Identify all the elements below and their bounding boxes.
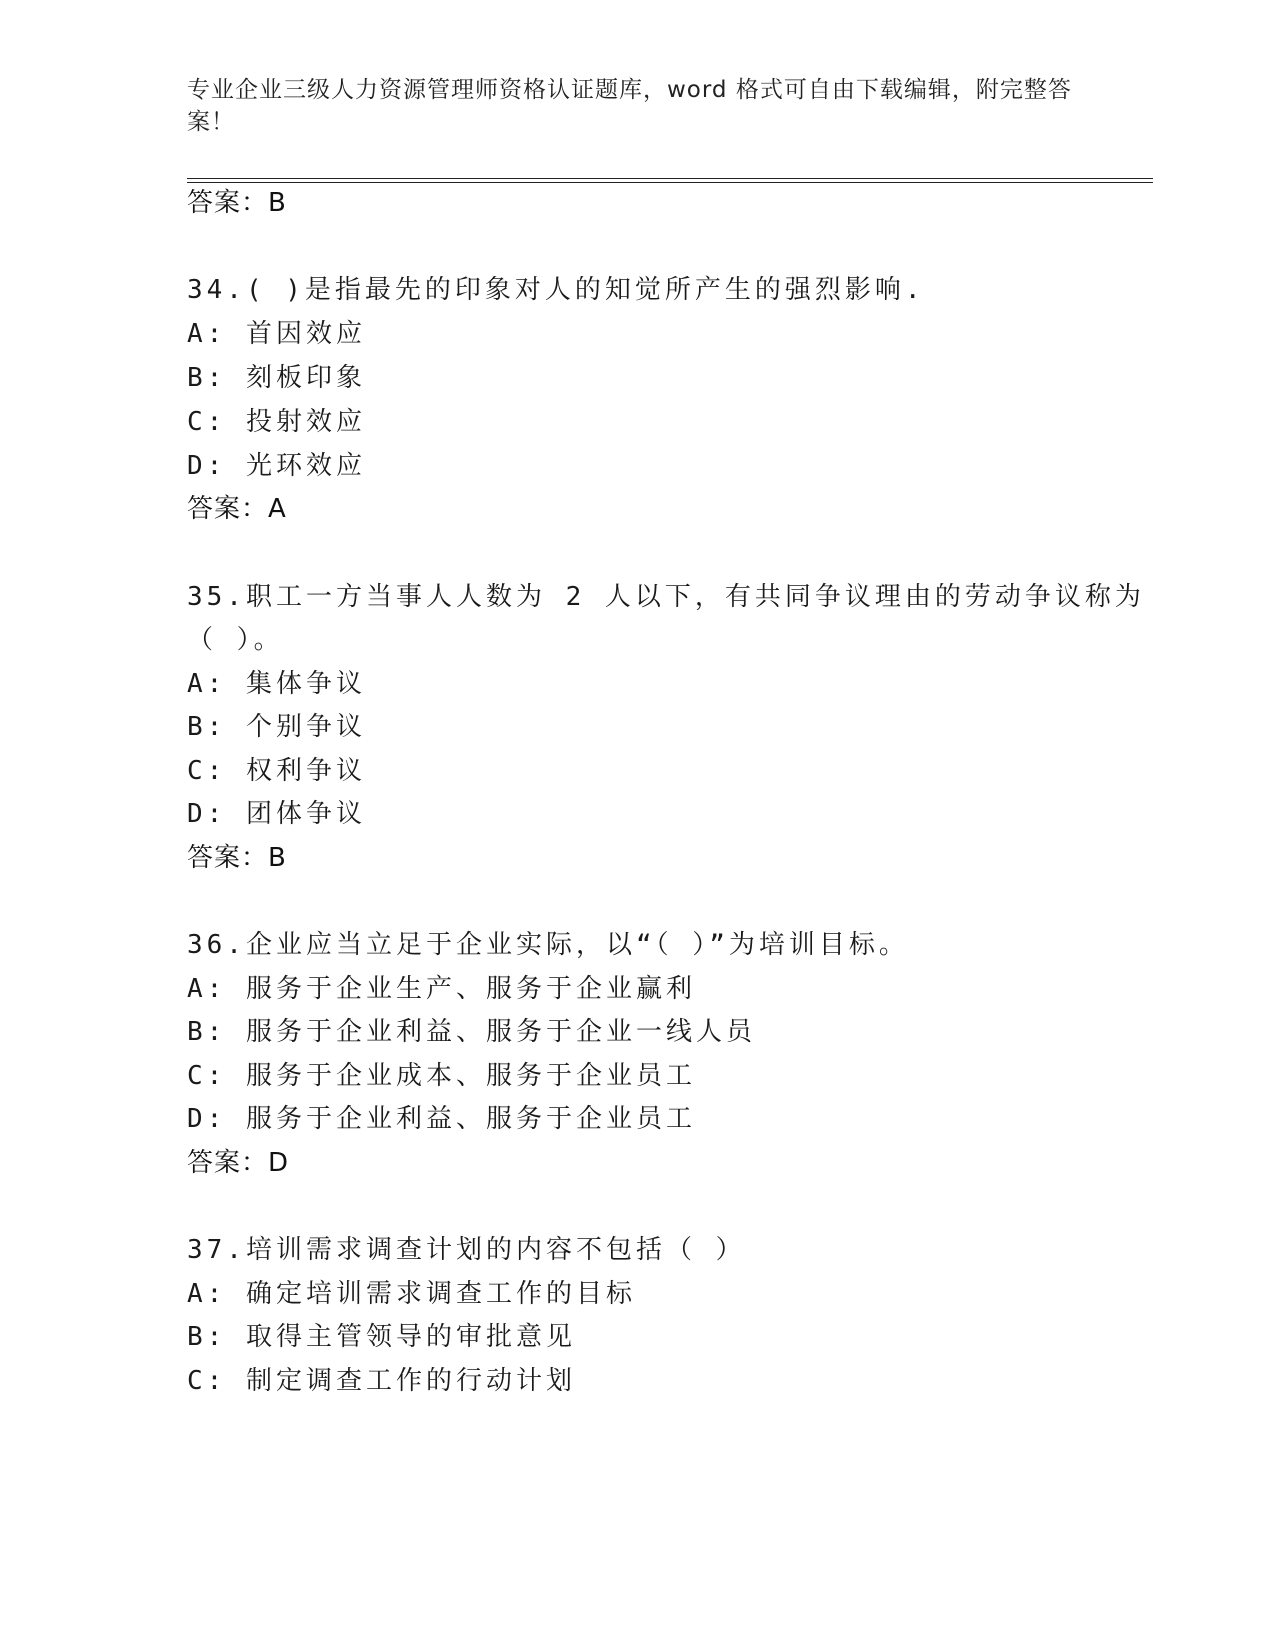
q35-option-a: A: 集体争议 bbox=[187, 669, 366, 699]
question-35-line2: （ ）。 bbox=[187, 625, 284, 655]
header-rule-bottom bbox=[187, 182, 1153, 183]
answer-35: 答案：B bbox=[187, 843, 287, 873]
q36-option-a: A: 服务于企业生产、服务于企业赢利 bbox=[187, 974, 696, 1004]
q36-option-b: B: 服务于企业利益、服务于企业一线人员 bbox=[187, 1017, 756, 1047]
answer-34: 答案：A bbox=[187, 494, 287, 524]
q37-option-c: C: 制定调查工作的行动计划 bbox=[187, 1366, 576, 1396]
q37-option-a: A: 确定培训需求调查工作的目标 bbox=[187, 1279, 636, 1309]
header-rule-top bbox=[187, 178, 1153, 179]
answer-33: 答案：B bbox=[187, 188, 287, 218]
q35-option-b: B: 个别争议 bbox=[187, 712, 366, 742]
q35-option-c: C: 权利争议 bbox=[187, 756, 366, 786]
q34-option-c: C: 投射效应 bbox=[187, 407, 366, 437]
q36-option-c: C: 服务于企业成本、服务于企业员工 bbox=[187, 1061, 696, 1091]
question-37: 37.培训需求调查计划的内容不包括（ ） bbox=[187, 1235, 746, 1265]
question-34: 34.( )是指最先的印象对人的知觉所产生的强烈影响. bbox=[187, 275, 925, 305]
answer-36: 答案：D bbox=[187, 1148, 290, 1178]
q34-option-d: D: 光环效应 bbox=[187, 451, 366, 481]
question-36: 36.企业应当立足于企业实际，以“（ ）”为培训目标。 bbox=[187, 930, 909, 960]
q37-option-b: B: 取得主管领导的审批意见 bbox=[187, 1322, 576, 1352]
q34-option-a: A: 首因效应 bbox=[187, 319, 366, 349]
question-35-line1: 35.职工一方当事人人数为 2 人以下，有共同争议理由的劳动争议称为 bbox=[187, 582, 1145, 612]
q34-option-b: B: 刻板印象 bbox=[187, 363, 366, 393]
q35-option-d: D: 团体争议 bbox=[187, 799, 366, 829]
document-header: 专业企业三级人力资源管理师资格认证题库，word 格式可自由下载编辑，附完整答案！ bbox=[187, 77, 1072, 135]
q36-option-d: D: 服务于企业利益、服务于企业员工 bbox=[187, 1104, 696, 1134]
